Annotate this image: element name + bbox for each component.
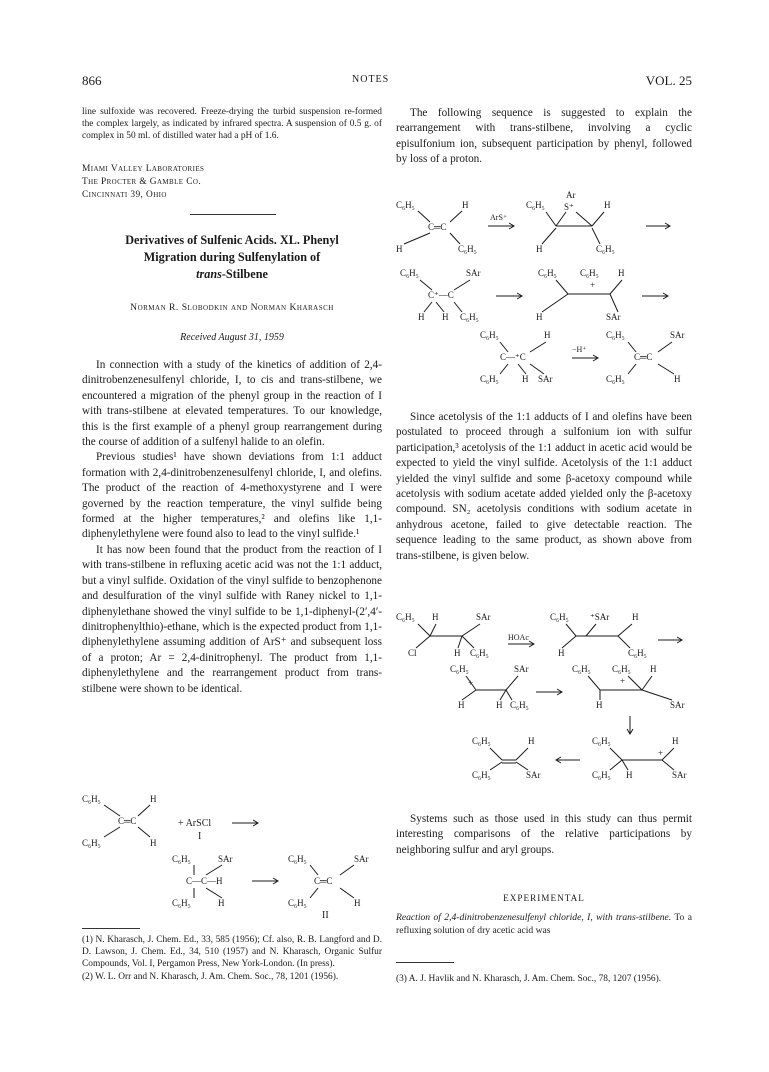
struct-label: SAr xyxy=(606,312,621,322)
struct-label: C₆H₅ xyxy=(580,268,599,278)
struct-label: H xyxy=(458,700,465,710)
reagent-label: HOAc xyxy=(508,633,529,642)
struct-label: SAr xyxy=(670,700,685,710)
struct-label: C₆H₅ xyxy=(538,268,557,278)
reaction-scheme-1 xyxy=(82,792,382,920)
struct-label: C₆H₅ xyxy=(550,612,569,622)
struct-label: SAr xyxy=(218,854,233,864)
struct-label: H xyxy=(150,794,157,804)
struct-label: SAr xyxy=(670,330,685,340)
struct-label: + xyxy=(658,748,664,758)
struct-label: C₆H₅ xyxy=(472,736,491,746)
struct-label: C₆H₅ xyxy=(510,700,529,710)
struct-label: H xyxy=(672,736,679,746)
struct-label: H xyxy=(626,770,633,780)
paragraph: The following sequence is suggested to explain the rearrangement with trans-stilbene, involving a cyclic episulfonium ion, subsequent participation by phenyl, followed by loss of a proton. xyxy=(396,107,692,166)
struct-label: C₆H₅ xyxy=(480,330,499,340)
paragraph: It has now been found that the product from the reaction of I with trans-stilbene in refluxing acetic acid was not the 1:1 adduct, but a vinyl sulfide. Oxidation of the vinyl sulfide to benzophenone and desulfuration of the vinyl sulfide with Raney nickel to 1,1-diphenylethane showed the vinyl sulfide to be 1,1-diphenyl-(2′,4′-dinitrophenylthio)-ethane, which is the expected product from 1,1-diphenylethylene assuming addition of ArS⁺ and subsequent loss of a proton; Ar = 2,4-dinitrophenyl. The product from 1,1-diphenylethylene and the rearrangement product from trans-stilbene were shown to be identical. xyxy=(82,543,382,695)
struct-label: C—C—H xyxy=(186,876,223,886)
struct-label: C═C xyxy=(118,816,137,826)
body-text-right-2 xyxy=(396,410,692,564)
struct-label: S⁺ xyxy=(564,202,574,212)
struct-label: C₆H₅ xyxy=(396,200,415,210)
struct-label: H xyxy=(544,330,551,340)
reagent-label: −H⁺ xyxy=(572,345,587,354)
struct-label: C₆H₅ xyxy=(460,312,479,322)
body-text-right-3 xyxy=(396,812,692,858)
footnotes-right xyxy=(396,973,692,985)
struct-label: C₆H₅ xyxy=(472,770,491,780)
struct-label: C₆H₅ xyxy=(480,374,499,384)
experimental-paragraph: Reaction of 2,4-dinitrobenzenesulfenyl chloride, I, with trans-stilbene. To a refluxing solution of dry acetic acid was xyxy=(396,912,692,936)
struct-label: H xyxy=(150,838,157,848)
affiliation-line: Miami Valley Laboratories xyxy=(82,164,205,174)
struct-label: ⁺SAr xyxy=(590,612,610,622)
struct-label: C₆H₅ xyxy=(396,612,415,622)
paragraph: In connection with a study of the kinetics of addition of 2,4-dinitrobenzenesulfenyl chloride, I, to cis and trans-stilbene, we encountered a migration of the phenyl group in the reaction of I with trans-stilbene at elevated temperatures. To our knowledge, this is the first example of a phenyl group rearrangement during the course of addition of a sulfenyl halide to an olefin. xyxy=(82,359,382,449)
struct-label: H xyxy=(454,648,461,658)
struct-label: C₆H₅ xyxy=(400,268,419,278)
footnote: (1) N. Kharasch, J. Chem. Ed., 33, 585 (1956); Cf. also, R. B. Langford and D. D. Lawson, J. Chem. Ed., 34, 510 (1957) and N. Kharasch, Organic Sulfur Compounds, Vol. I, Pergamon Press, New York-London. (In press). xyxy=(82,935,382,970)
struct-label: SAr xyxy=(526,770,541,780)
section-divider xyxy=(190,214,276,215)
reaction-scheme-3 xyxy=(396,608,692,784)
struct-label: C₆H₅ xyxy=(606,374,625,384)
struct-label: H xyxy=(536,312,543,322)
affiliation-line: Cincinnati 39, Ohio xyxy=(82,190,167,201)
scheme-svg xyxy=(396,608,692,784)
struct-label: SAr xyxy=(514,664,529,674)
paragraph: Previous studies¹ have shown deviations from 1:1 adduct formation with 2,4-dinitrobenzenesulfenyl chloride, I, and olefins. The product of the reaction of 4-methoxystyrene and I were governed by the reaction temperature, the vinyl sulfide being formed at the higher temperatures,² and olefins like 1,1-diphenylethylene were found also to lead to the vinyl sulfide.¹ xyxy=(82,451,382,541)
struct-label: C₆H₅ xyxy=(592,736,611,746)
struct-label: C₆H₅ xyxy=(288,854,307,864)
article-title: Derivatives of Sulfenic Acids. XL. Phenyl Migration during Sulfenylation of trans-Stilbene xyxy=(125,233,339,281)
struct-label: H xyxy=(604,200,611,210)
affiliation xyxy=(82,163,382,203)
struct-label: + xyxy=(468,678,474,688)
struct-label: C₆H₅ xyxy=(606,330,625,340)
struct-label: C—⁺C xyxy=(500,352,526,362)
struct-label: C═C xyxy=(634,352,653,362)
struct-label: C₆H₅ xyxy=(572,664,591,674)
struct-label: C₆H₅ xyxy=(612,664,631,674)
struct-label: H xyxy=(618,268,625,278)
struct-label: C₆H₅ xyxy=(592,770,611,780)
carryover-paragraph: line sulfoxide was recovered. Freeze-drying the turbid suspension re-formed the complex largely, as indicated by infrared spectra. A suspension of 0.5 g. of complex in 50 ml. of distilled water had a pH of 1.6. xyxy=(82,107,382,142)
page-header xyxy=(82,73,692,89)
struct-label: C₆H₅ xyxy=(470,648,489,658)
received-date: Received August 31, 1959 xyxy=(180,332,284,343)
struct-label: H xyxy=(522,374,529,384)
section-heading: EXPERIMENTAL xyxy=(503,893,585,903)
struct-label: SAr xyxy=(466,268,481,278)
struct-label: H xyxy=(496,700,503,710)
struct-label: SAr xyxy=(672,770,687,780)
struct-label: Cl xyxy=(408,648,417,658)
struct-label: H xyxy=(596,700,603,710)
reaction-scheme-2 xyxy=(396,190,692,400)
struct-label: C₆H₅ xyxy=(172,898,191,908)
struct-label: H xyxy=(632,612,639,622)
struct-label: C₆H₅ xyxy=(628,648,647,658)
struct-label: C₆H₅ xyxy=(526,200,545,210)
struct-label: H xyxy=(558,648,565,658)
page-number: 866 xyxy=(82,73,102,88)
struct-label: H xyxy=(354,898,361,908)
paragraph: Since acetolysis of the 1:1 adducts of I and olefins have been postulated to proceed through a sulfonium ion with sulfur participation,³ acetolysis of the 1:1 adduct in acetic acid would be expected to yield the vinyl sulfide. Acetolysis of the 1:1 adduct yielded the vinyl sulfide and some β-acetoxy compound while acetolysis with sodium acetate added yielded only the β-acetoxy compound. SN₂ acetolysis conditions with sodium acetate in anhydrous acetone, failed to give detectable reaction. The sequence leading to the same product, as shown above from trans-stilbene, is given below. xyxy=(396,411,692,562)
struct-label: + xyxy=(620,676,626,686)
volume-label: VOL. 25 xyxy=(645,73,692,88)
struct-label: H xyxy=(462,200,469,210)
struct-label: H xyxy=(442,312,449,322)
authors: Norman R. Slobodkin and Norman Kharasch xyxy=(130,302,334,313)
running-head: NOTES xyxy=(352,74,390,85)
struct-label: SAr xyxy=(538,374,553,384)
reagent-label: + ArSCl xyxy=(178,818,212,829)
struct-label: H xyxy=(674,374,681,384)
struct-label: C═C xyxy=(428,222,447,232)
struct-label: H xyxy=(432,612,439,622)
struct-label: C₆H₅ xyxy=(172,854,191,864)
struct-label: H xyxy=(418,312,425,322)
footnote-rule xyxy=(396,962,454,963)
struct-label: + xyxy=(590,280,596,290)
struct-label: C₆H₅ xyxy=(82,794,101,804)
reagent-label: ArS⁺ xyxy=(490,213,508,222)
struct-label: C⁺—C xyxy=(428,290,454,300)
body-text-left xyxy=(82,358,382,697)
struct-label: C₆H₅ xyxy=(458,244,477,254)
footnotes-left xyxy=(82,934,382,983)
struct-label: H xyxy=(528,736,535,746)
footnote: (2) W. L. Orr and N. Kharasch, J. Am. Chem. Soc., 78, 1201 (1956). xyxy=(82,971,339,982)
struct-label: C₆H₅ xyxy=(82,838,101,848)
footnote: (3) A. J. Havlik and N. Kharasch, J. Am. Chem. Soc., 78, 1207 (1956). xyxy=(396,974,662,984)
scheme-svg xyxy=(82,792,382,920)
struct-label: C₆H₅ xyxy=(596,244,615,254)
compound-number: II xyxy=(322,910,329,920)
struct-label: SAr xyxy=(476,612,491,622)
body-text-right-1 xyxy=(396,106,692,168)
struct-label: H xyxy=(536,244,543,254)
footnote-rule xyxy=(82,928,140,929)
struct-label: H xyxy=(218,898,225,908)
struct-label: Ar xyxy=(566,190,576,200)
compound-number: I xyxy=(198,831,202,842)
struct-label: C₆H₅ xyxy=(288,898,307,908)
scheme-svg xyxy=(396,190,692,400)
struct-label: C₆H₅ xyxy=(450,664,469,674)
struct-label: H xyxy=(650,664,657,674)
struct-label: C═C xyxy=(314,876,333,886)
struct-label: H xyxy=(396,244,403,254)
paragraph: Systems such as those used in this study can thus permit interesting comparisons of the relative participations by neighboring sulfur and aryl groups. xyxy=(396,813,692,856)
affiliation-line: The Procter & Gamble Co. xyxy=(82,177,202,188)
struct-label: SAr xyxy=(354,854,369,864)
